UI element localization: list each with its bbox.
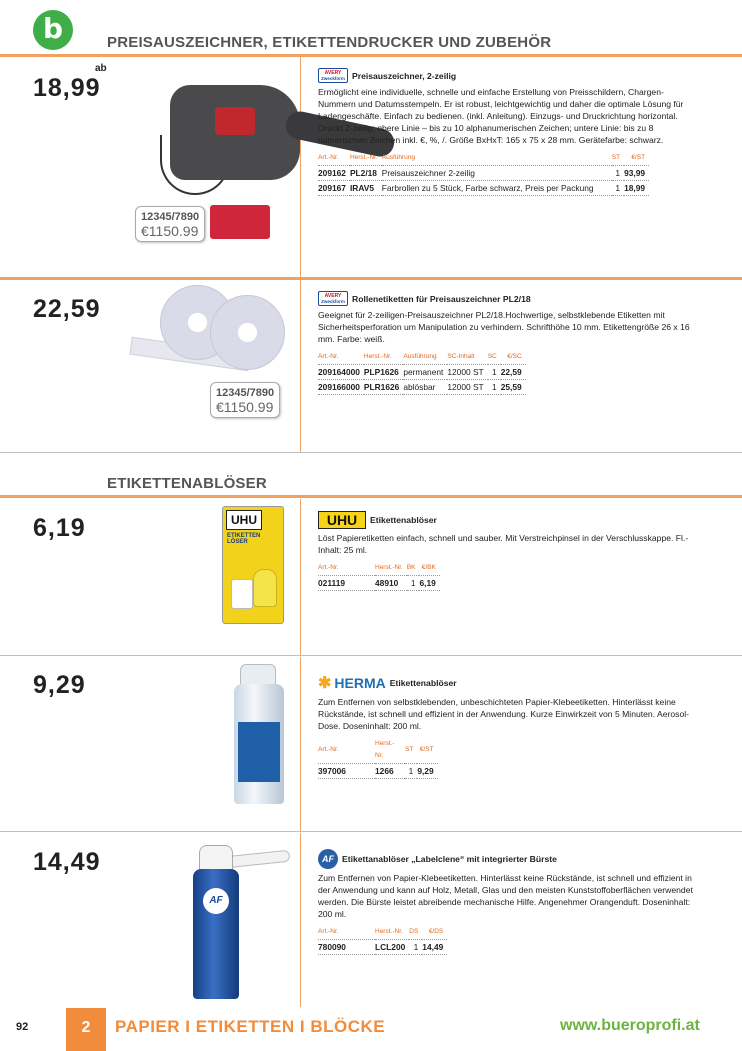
table-header: ST (405, 738, 417, 764)
product-info (318, 511, 698, 591)
table-cell: 22,59 (501, 365, 526, 380)
product-title (318, 291, 698, 306)
divider (0, 54, 742, 57)
price-prefix: ab (95, 63, 107, 74)
table-cell: 209162 (318, 166, 350, 181)
table-cell: 14,49 (422, 940, 447, 955)
table-cell: 48910 (375, 576, 407, 591)
table-header: Herst.-Nr. (375, 738, 405, 764)
website-link[interactable]: www.bueroprofi.at (560, 1017, 700, 1034)
table-header: €/ST (417, 738, 437, 764)
product-title (318, 511, 698, 529)
tag-line: €1150.99 (216, 399, 274, 415)
table-cell: permanent (403, 365, 447, 380)
table-header: €/ST (624, 152, 649, 166)
uhu-logo: UHU (318, 511, 366, 529)
product-description: Zum Entfernen von selbstklebenden, unbeschichteten Papier-Klebeetiketten. Hinterlässt keine Rückstände, ist schnell und effizient in der Anwendung. Kurze Einwirkzeit von 5 Minuten. Aerosol-Dose. Doseninhalt: 200 ml. (318, 697, 690, 731)
product-title (318, 849, 698, 869)
avery-logo: AVERY Zweckform (318, 68, 348, 83)
table-cell: 397006 (318, 764, 375, 779)
spray-brush (225, 850, 291, 869)
price: 18,99 (33, 74, 101, 102)
table-cell: 9,29 (417, 764, 437, 779)
table-header: Art.-Nr. (318, 738, 375, 764)
uhu-pack-subtitle: ETIKETTEN LÖSER (227, 533, 261, 545)
product-image-uhu (222, 506, 284, 624)
table-header: SC-Inhalt (447, 351, 487, 365)
chapter-title: PAPIER I ETIKETTEN I BLÖCKE (115, 1017, 386, 1036)
spray-cap (240, 664, 276, 686)
product-table (318, 562, 440, 591)
table-cell: 021119 (318, 576, 375, 591)
chapter-number: 2 (66, 1008, 106, 1051)
section-title-etikettenabloeser: ETIKETTENABLÖSER (107, 475, 267, 492)
product-title-text: Rollenetiketten für Preisauszeichner PL2/18 (352, 293, 531, 304)
divider (0, 495, 742, 498)
table-header: SC (488, 351, 501, 365)
product-title (318, 673, 698, 693)
column-divider (300, 57, 301, 278)
table-header: Art.-Nr. (318, 351, 364, 365)
labeller-print-head (215, 107, 255, 135)
divider (0, 277, 742, 280)
table-cell: 1266 (375, 764, 405, 779)
table-row (318, 576, 440, 591)
table-header: Herst.-Nr. (364, 351, 403, 365)
product-title-text: Etikettenablöser (370, 515, 437, 525)
table-cell: IRAV5 (350, 181, 382, 196)
table-header: BK (407, 562, 420, 576)
column-divider (300, 280, 301, 452)
table-cell: 18,99 (624, 181, 649, 196)
uhu-pack-logo: UHU (226, 510, 262, 530)
table-cell: 209164000 (318, 365, 364, 380)
table-header: Herst.-Nr. (375, 926, 409, 940)
product-title-text: Preisauszeichner, 2-zeilig (352, 70, 457, 81)
spray-label (238, 722, 280, 782)
column-divider (300, 833, 301, 1007)
table-header: Ausführung (382, 152, 612, 166)
ink-roller (210, 205, 270, 239)
af-logo: AF (318, 849, 338, 869)
table-header: €/SC (501, 351, 526, 365)
uhu-bottle (253, 569, 277, 607)
section-title-preisauszeichner: PREISAUSZEICHNER, ETIKETTENDRUCKER UND ZUBEHÖR (107, 34, 552, 51)
table-cell: 209166000 (318, 380, 364, 395)
table-cell: 780090 (318, 940, 375, 955)
product-description: Zum Entfernen von Papier-Klebeetiketten. Hinterlässt keine Rückstände, ist schnell und effizient in der Anwendung und kann auf Holz, Metall, Glas und den meisten Kunststoffoberflächen verwendet werden. Die Bürste leistet abreibende mechanische Hilfe. Angenehmer Orangenduft. Doseninhalt: 200 ml. (318, 873, 693, 919)
table-row (318, 380, 526, 395)
table-header: DS (409, 926, 422, 940)
table-cell: 1 (488, 380, 501, 395)
column-divider (300, 499, 301, 655)
table-header: €/DS (422, 926, 447, 940)
table-cell: 93,99 (624, 166, 649, 181)
product-title-text: Etikettanablöser „Labelclene“ mit integrierter Bürste (342, 854, 557, 864)
column-divider (300, 657, 301, 831)
table-cell: 1 (407, 576, 420, 591)
table-row (318, 764, 438, 779)
label-roll (210, 295, 285, 370)
product-table (318, 152, 649, 196)
table-row (318, 940, 447, 955)
product-info (318, 291, 698, 395)
table-header: Art.-Nr. (318, 926, 375, 940)
product-description: Ermöglicht eine individuelle, schnelle und einfache Erstellung von Preisschildern, Chargen-Nummern und Datumsstempeln. Er ist robust, leichtgewichtig und daher die optimale Lösung für Ladengeschäfte. Einfach zu bedienen. (inkl. Anleitung). Einzugs- und Druckrichtung horizontal. Druckt 2-zeilig: obere Linie – bis zu 10 alphanumerischen Zeichen; untere Linie: bis zu 8 numerischen Zeichen inkl. €, %, /. Größe BxHxT: 165 x 75 x 28 mm. Gerätefarbe: schwarz. (318, 87, 684, 145)
price-tag-sample (135, 206, 205, 242)
product-table (318, 351, 526, 395)
table-cell: LCL200 (375, 940, 409, 955)
avery-logo: AVERY Zweckform (318, 291, 348, 306)
product-info (318, 68, 698, 196)
price-tag-sample (210, 382, 280, 418)
product-description: Geeignet für 2-zeiligen-Preisauszeichner PL2/18.Hochwertige, selbstklebende Etiketten mit Sicherheitsperforation um Manipulation zu verhindern. Schrifthöhe 10 mm. Etikettengröße 26 x 16 mm. Farbe: weiß. (318, 310, 690, 344)
table-cell: PLR1626 (364, 380, 403, 395)
product-info (318, 849, 698, 955)
table-cell: 6,19 (419, 576, 439, 591)
uhu-pack-illustration (231, 579, 253, 609)
table-cell: 1 (405, 764, 417, 779)
tag-line: 12345/7890 (141, 211, 200, 223)
table-cell: PLP1626 (364, 365, 403, 380)
price: 14,49 (33, 848, 101, 876)
product-title (318, 68, 698, 83)
table-header: Ausführung (403, 351, 447, 365)
product-info (318, 673, 698, 779)
herma-logo: ✱ HERMA (318, 675, 386, 692)
price: 9,29 (33, 671, 86, 699)
table-header: Herst.-Nr. (350, 152, 382, 166)
table-row (318, 166, 649, 181)
table-header: Herst.-Nr. (375, 562, 407, 576)
divider (0, 831, 742, 832)
table-cell: 209167 (318, 181, 350, 196)
table-header: €/BK (419, 562, 439, 576)
page-number: 92 (16, 1021, 29, 1033)
divider (0, 452, 742, 453)
table-cell: Preisauszeichner 2-zeilig (382, 166, 612, 181)
table-cell: PL2/18 (350, 166, 382, 181)
divider (0, 655, 742, 656)
product-table (318, 926, 447, 955)
product-title-text: Etikettenablöser (389, 678, 457, 688)
product-image-herma-spray (232, 664, 288, 807)
table-header: Art.-Nr. (318, 152, 350, 166)
table-header: ST (612, 152, 624, 166)
table-cell: 25,59 (501, 380, 526, 395)
table-cell: 12000 ST (447, 365, 487, 380)
tag-line: €1150.99 (141, 223, 199, 239)
product-description: Löst Papieretiketten einfach, schnell und sauber. Mit Verstreichpinsel in der Verschlusskappe. Fl.-Inhalt: 25 ml. (318, 533, 689, 555)
logo: b (33, 10, 73, 50)
table-row (318, 181, 649, 196)
table-cell: 1 (409, 940, 422, 955)
table-cell: 12000 ST (447, 380, 487, 395)
table-row (318, 365, 526, 380)
af-can-logo: AF (203, 888, 229, 914)
table-header: Art.-Nr. (318, 562, 375, 576)
price: 6,19 (33, 514, 86, 542)
table-cell: 1 (612, 166, 624, 181)
table-cell: Farbrollen zu 5 Stück, Farbe schwarz, Preis per Packung (382, 181, 612, 196)
table-cell: 1 (612, 181, 624, 196)
table-cell: 1 (488, 365, 501, 380)
price: 22,59 (33, 295, 101, 323)
table-cell: ablösbar (403, 380, 447, 395)
product-image-af-spray (185, 843, 295, 1003)
tag-line: 12345/7890 (216, 387, 275, 399)
spray-cap (199, 845, 233, 871)
product-table (318, 738, 438, 779)
